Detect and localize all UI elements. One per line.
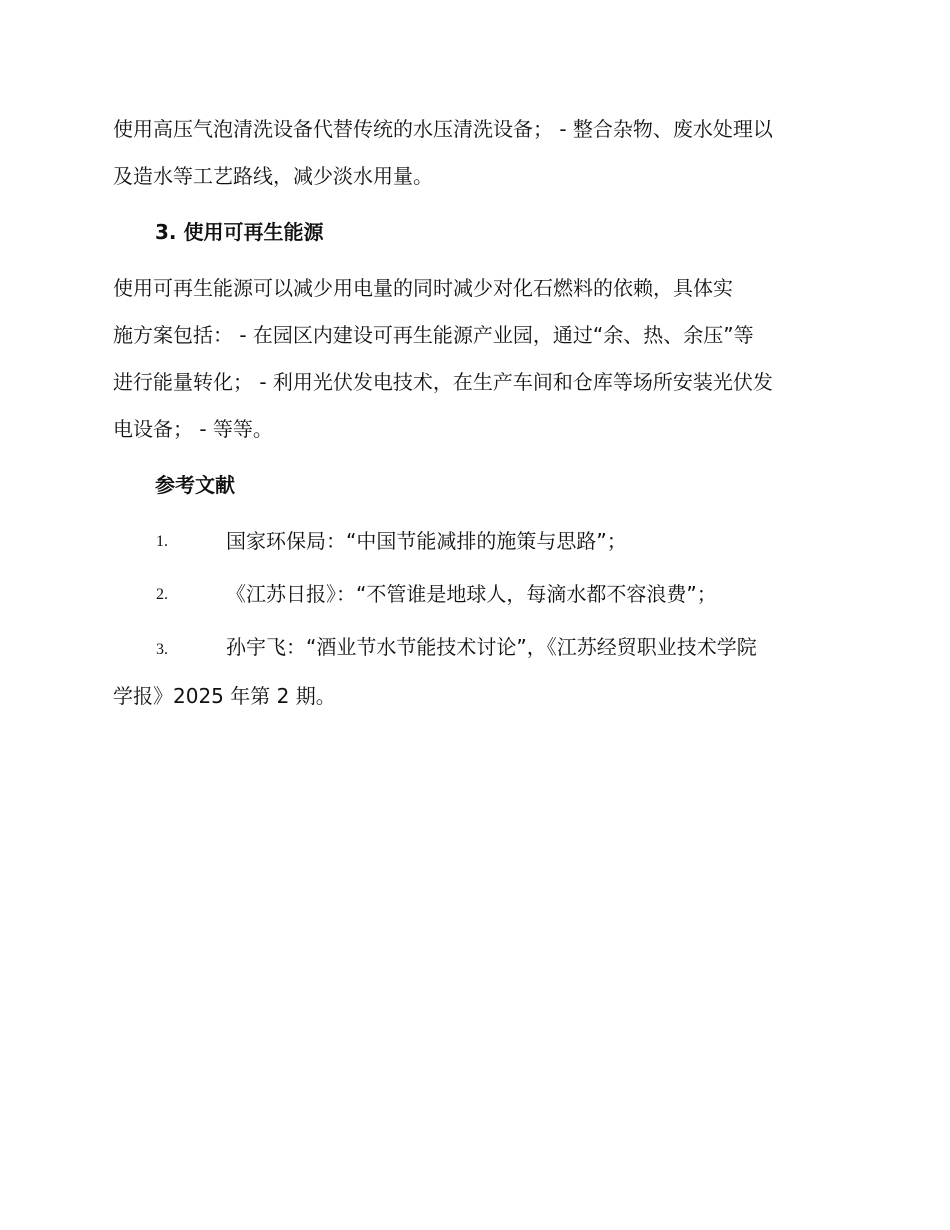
references-heading: 参考文献 — [155, 473, 235, 497]
reference-number: 2. — [156, 586, 168, 603]
reference-item — [113, 624, 837, 720]
intro-paragraph: 使用高压气泡清洗设备代替传统的水压清洗设备； - 整合杂物、废水处理以 及造水等工艺路线，减少淡水用量。 — [113, 117, 773, 188]
section-heading: 3. 使用可再生能源 — [155, 220, 324, 244]
document-body — [113, 106, 837, 720]
reference-text: 国家环保局：“中国节能减排的施策与思路”； — [226, 529, 627, 553]
reference-item — [113, 518, 837, 565]
section-paragraph: 使用可再生能源可以减少用电量的同时减少对化石燃料的依赖，具体实 施方案包括： - 在园区内建设可再生能源产业园，通过“余、热、余压”等 进行能量转化； - 利用光伏发电技术，在生产车间和仓库等场所安装光伏发 电设备； - 等等。 — [113, 276, 773, 441]
reference-text: 《江苏日报》：“不管谁是地球人，每滴水都不容浪费”； — [226, 582, 717, 606]
reference-number: 1. — [156, 533, 168, 550]
reference-number: 3. — [156, 641, 168, 658]
reference-text: 孙宇飞：“酒业节水节能技术讨论”，《江苏经贸职业技术学院 学报》2025 年第 2 期。 — [113, 635, 757, 708]
reference-item — [113, 571, 837, 618]
